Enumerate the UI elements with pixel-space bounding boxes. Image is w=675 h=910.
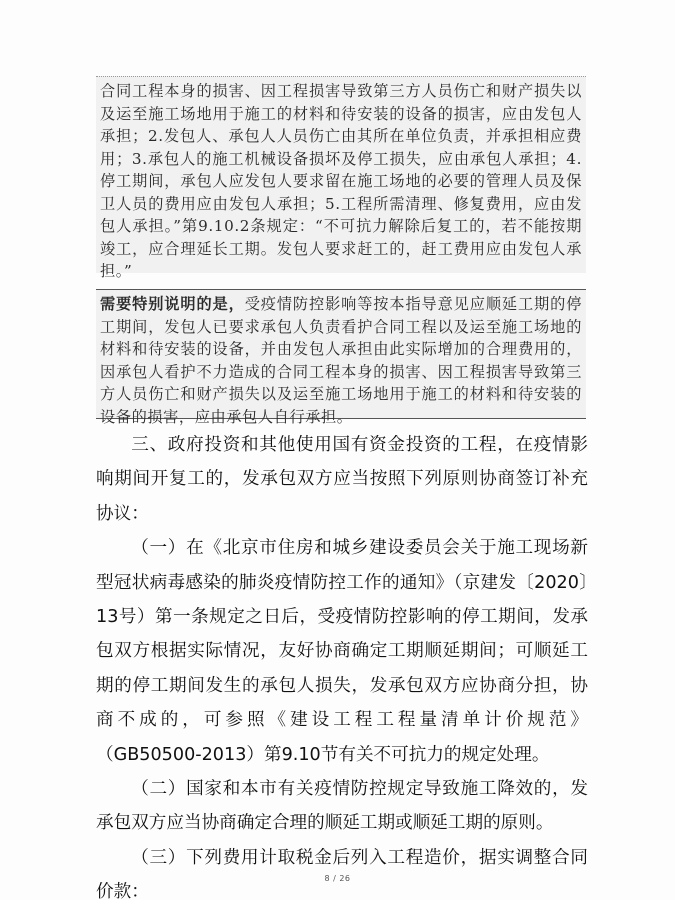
clause-one-paragraph: （一）在《北京市住房和城乡建设委员会关于施工现场新型冠状病毒感染的肺炎疫情防控工作的通知》（京建发〔2020〕13号）第一条规定之日后，受疫情防控影响的停工期间，发承包双方根据实际情况，友好协商确定工期顺延期间；可顺延工期的停工期间发生的承包人损失，发承包双方应协商分担，协商不成的，可参照《建设工程工程量清单计价规范》（GB50500-2013）第9.10节有关不可抗力的规定处理。 (96, 538, 588, 765)
clause-three-paragraph: （三）下列费用计取税金后列入工程造价，据实调整合同价款： (96, 847, 588, 903)
page-number: 8 / 26 (324, 874, 351, 883)
special-note-lead: 需要特别说明的是， (100, 295, 245, 313)
special-note-box (96, 289, 586, 426)
main-body-text (96, 428, 588, 910)
special-note-text: 受疫情防控影响等按本指导意见应顺延工期的停工期间，发包人已要求承包人负责看护合同工程以及运至施工场地的材料和待安装的设备，并由发包人承担由此实际增加的合理费用的，因承包人看护不力造成的合同工程本身的损害、因工程损害导致第三方人员伤亡和财产损失以及运至施工场地用于施工的材料和待安装的设备的损害，应由承包人自行承担。 (100, 295, 582, 426)
special-note-paragraph (96, 290, 586, 428)
quoted-regulation-box (96, 76, 586, 280)
section-three-paragraph: 三、政府投资和其他使用国有资金投资的工程，在疫情影响期间开复工的，发承包双方应当按照下列原则协商签订补充协议： (96, 435, 588, 524)
quoted-regulation-text: 合同工程本身的损害、因工程损害导致第三方人员伤亡和财产损失以及运至施工场地用于施工的材料和待安装的设备的损害，应由发包人承担；2.发包人、承包人人员伤亡由其所在单位负责，并承担相应费用；3.承包人的施工机械设备损坏及停工损失，应由承包人承担；4.停工期间，承包人应发包人要求留在施工场地的必要的管理人员及保卫人员的费用应由发包人承担；5.工程所需清理、修复费用，应由发包人承担。”第9.10.2条规定：“不可抗力解除后复工的，若不能按期竣工，应合理延长工期。发包人要求赶工的，赶工费用应由发包人承担。” (100, 82, 582, 280)
clause-two-paragraph: （二）国家和本市有关疫情防控规定导致施工降效的，发承包双方应当协商确定合理的顺延工期或顺延工期的原则。 (96, 779, 588, 834)
